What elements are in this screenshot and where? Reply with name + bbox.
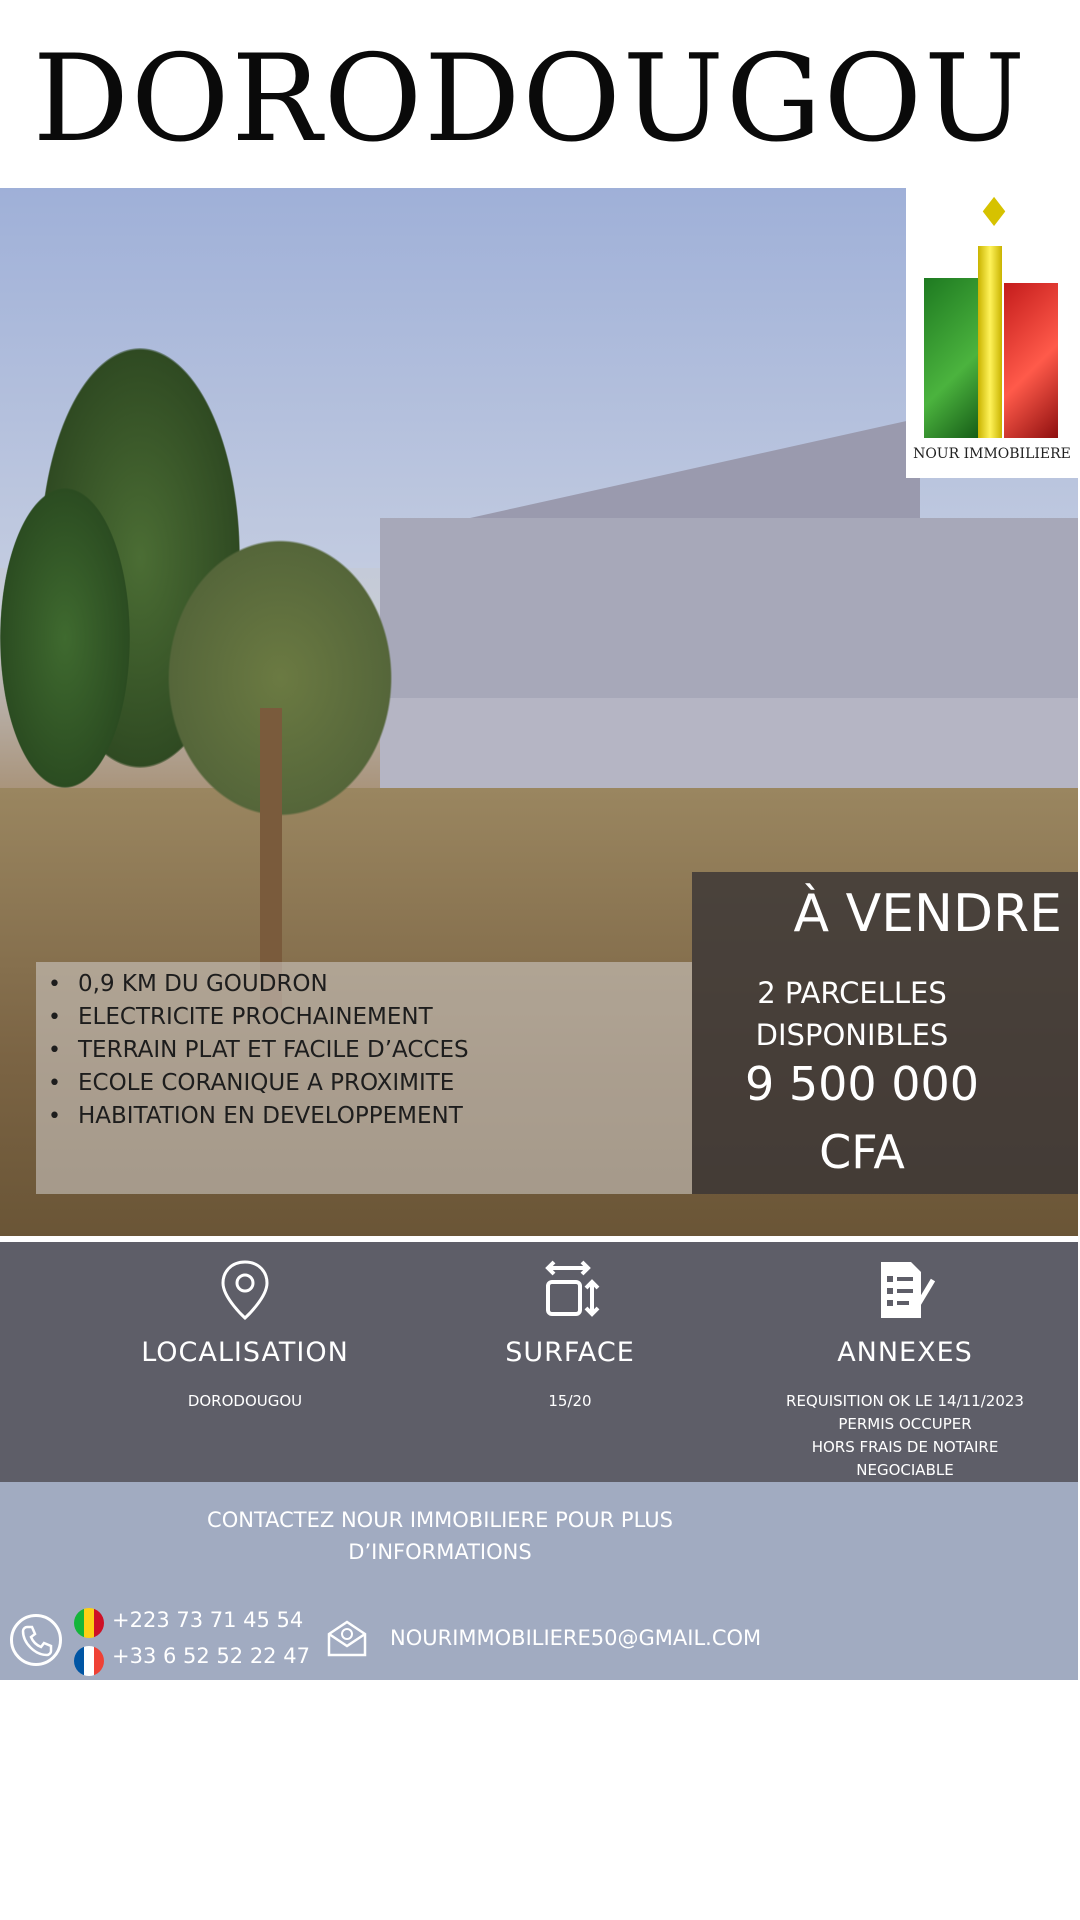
surface-heading: SURFACE xyxy=(505,1337,635,1368)
nour-immobiliere-logo xyxy=(906,188,1078,478)
cta-line: CONTACTEZ NOUR IMMOBILIERE POUR PLUS xyxy=(207,1508,673,1532)
annexes-heading: ANNEXES xyxy=(837,1337,973,1368)
surface-value: 15/20 xyxy=(548,1392,592,1410)
contact-call-to-action xyxy=(130,1504,750,1568)
feature-item: • HABITATION EN DEVELOPPEMENT xyxy=(78,1100,692,1133)
annexes-column xyxy=(735,1242,1075,1482)
phone-number-france[interactable]: +33 6 52 52 22 47 xyxy=(112,1644,310,1668)
diamond-icon: ♦ xyxy=(976,190,1012,236)
price-currency: CFA xyxy=(819,1125,905,1179)
page-title: DORODOUGOU xyxy=(32,30,1028,169)
location-column xyxy=(75,1242,415,1482)
surface-column xyxy=(400,1242,740,1482)
feature-item: • 0,9 KM DU GOUDRON xyxy=(78,968,692,1001)
annexes-line: PERMIS OCCUPER xyxy=(838,1415,972,1433)
phone-icon xyxy=(10,1614,62,1666)
sale-subtitle-line: 2 PARCELLES xyxy=(757,976,947,1010)
features-box xyxy=(36,962,692,1194)
mali-flag-icon xyxy=(74,1608,104,1638)
sale-subtitle-line: DISPONIBLES xyxy=(755,1018,949,1052)
logo-red-bar xyxy=(1004,283,1058,438)
features-list xyxy=(36,962,692,1133)
location-heading: LOCALISATION xyxy=(141,1337,349,1368)
location-pin-icon xyxy=(215,1258,275,1322)
annexes-line: REQUISITION OK LE 14/11/2023 xyxy=(786,1392,1024,1410)
sale-price xyxy=(692,1050,1032,1186)
annexes-line: HORS FRAIS DE NOTAIRE xyxy=(811,1438,999,1456)
resize-icon xyxy=(540,1258,600,1322)
logo-yellow-bar xyxy=(978,246,1002,438)
feature-item: • ECOLE CORANIQUE A PROXIMITE xyxy=(78,1067,692,1100)
contact-band xyxy=(0,1482,1078,1680)
price-amount: 9 500 000 xyxy=(744,1057,980,1111)
logo-green-bar xyxy=(924,278,978,438)
cta-line: D’INFORMATIONS xyxy=(348,1540,532,1564)
phone-number-mali[interactable]: +223 73 71 45 54 xyxy=(112,1608,304,1632)
annexes-details xyxy=(735,1390,1075,1482)
logo-text: NOUR IMMOBILIERE xyxy=(913,446,1071,462)
annexes-line: NEGOCIABLE xyxy=(856,1461,954,1479)
document-pen-icon xyxy=(875,1258,935,1322)
sale-title: À VENDRE xyxy=(793,884,1062,944)
feature-item: • TERRAIN PLAT ET FACILE D’ACCES xyxy=(78,1034,692,1067)
info-band xyxy=(0,1242,1078,1482)
email-address[interactable]: NOURIMMOBILIERE50@GMAIL.COM xyxy=(390,1626,762,1650)
feature-item: • ELECTRICITE PROCHAINEMENT xyxy=(78,1001,692,1034)
location-value: DORODOUGOU xyxy=(187,1392,303,1410)
sale-box xyxy=(692,872,1078,1194)
photo-tree xyxy=(0,488,130,788)
sale-subtitle xyxy=(692,972,1012,1056)
email-icon xyxy=(326,1618,368,1658)
france-flag-icon xyxy=(74,1646,104,1676)
